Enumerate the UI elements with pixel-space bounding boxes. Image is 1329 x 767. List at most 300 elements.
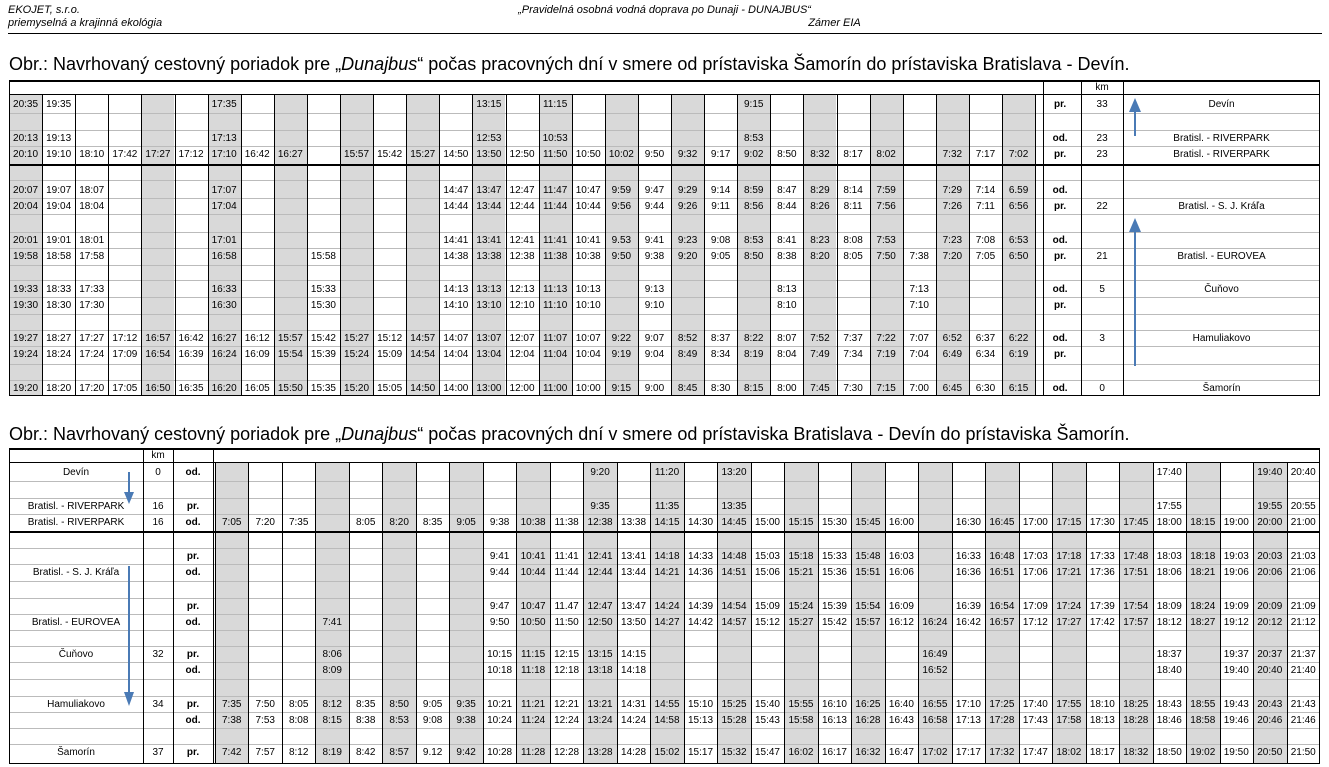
time-cell	[349, 548, 382, 564]
time-cell: 10:07	[575, 332, 601, 344]
time-cell: 12:04	[509, 348, 535, 360]
time-cell: 16:02	[788, 746, 814, 758]
time-cell: 7:30	[843, 382, 863, 394]
time-cell	[215, 614, 248, 630]
row-line	[9, 531, 1320, 533]
time-cell: 16:54	[989, 600, 1015, 612]
time-cell	[572, 130, 605, 146]
time-cell: 10:28	[487, 746, 513, 758]
time-cell: 6:45	[942, 382, 963, 394]
time-cell: 13:10	[476, 299, 502, 311]
time-cell: 15:55	[788, 698, 814, 710]
time-cell: 7:05	[975, 250, 996, 262]
time-cell	[307, 232, 340, 248]
time-cell	[751, 464, 784, 480]
time-cell: 18:17	[1089, 746, 1115, 758]
time-cell: 15:51	[855, 566, 881, 578]
table-row	[9, 198, 1320, 214]
time-cell: 6:49	[942, 348, 963, 360]
km-value: 0	[155, 466, 161, 478]
time-cell	[241, 248, 274, 264]
row-line	[9, 462, 1320, 463]
table1-title-em: Dunajbus	[341, 54, 418, 74]
time-cell	[638, 96, 671, 112]
time-cell: 9:11	[711, 200, 730, 212]
time-cell: 14:42	[688, 616, 714, 628]
time-cell	[704, 130, 737, 146]
time-cell: 9:50	[644, 148, 665, 160]
time-cell: 13:50	[621, 616, 647, 628]
time-cell: 9:50	[489, 616, 510, 628]
time-cell: 18:37	[1156, 648, 1182, 660]
time-cell	[241, 281, 274, 297]
time-cell	[449, 614, 482, 630]
time-cell: 14:54	[410, 348, 436, 360]
time-cell: 17:12	[1022, 616, 1048, 628]
time-cell	[241, 198, 274, 214]
time-cell: 21:37	[1290, 648, 1316, 660]
time-cell	[274, 281, 307, 297]
time-cell: 15:57	[277, 332, 303, 344]
time-cell: 20:55	[1290, 500, 1316, 512]
time-cell: 9:29	[677, 184, 698, 196]
stop-type: od.	[1052, 234, 1068, 246]
time-cell: 12:47	[509, 184, 535, 196]
time-cell	[837, 130, 870, 146]
time-cell: 10:10	[575, 299, 601, 311]
time-cell: 17:33	[79, 283, 105, 295]
time-cell: 18:09	[1156, 600, 1182, 612]
time-cell: 16:10	[821, 698, 847, 710]
time-cell: 8:47	[777, 184, 797, 196]
time-cell: 19:02	[1190, 746, 1216, 758]
time-cell: 9:08	[710, 234, 731, 246]
time-cell: 16:03	[888, 550, 914, 562]
time-cell: 14:48	[721, 550, 747, 562]
time-cell: 17:06	[1022, 566, 1048, 578]
time-cell	[315, 598, 348, 614]
time-cell	[1052, 464, 1085, 480]
time-cell	[803, 130, 836, 146]
time-cell: 8:44	[777, 200, 797, 212]
time-cell	[349, 564, 382, 580]
time-cell: 15:03	[754, 550, 780, 562]
time-cell	[936, 96, 969, 112]
time-cell	[1002, 281, 1035, 297]
time-cell: 17:02	[922, 746, 948, 758]
time-cell: 16:24	[211, 348, 237, 360]
time-cell	[406, 130, 439, 146]
time-cell: 14:55	[654, 698, 680, 710]
time-cell: 9:38	[456, 714, 476, 726]
time-cell	[108, 297, 141, 313]
time-cell	[952, 662, 985, 678]
time-cell: 13:21	[587, 698, 613, 710]
time-cell: 14:21	[654, 566, 680, 578]
time-cell	[282, 598, 315, 614]
time-cell	[175, 198, 208, 214]
time-cell: 11:13	[542, 283, 568, 295]
time-cell: 7:05	[222, 516, 242, 528]
time-cell	[406, 182, 439, 198]
table-row	[9, 330, 1320, 346]
stop-name	[1123, 346, 1320, 362]
time-cell: 17:09	[1022, 600, 1048, 612]
time-cell: 10:00	[575, 382, 601, 394]
time-cell: 14:07	[443, 332, 469, 344]
time-cell	[1119, 464, 1152, 480]
time-cell: 11:20	[654, 466, 680, 478]
km-value: 37	[152, 746, 164, 758]
time-cell: 7:56	[876, 200, 896, 212]
time-cell: 11:44	[542, 200, 568, 212]
time-cell: 7:02	[1008, 148, 1029, 160]
table2-title-em: Dunajbus	[341, 424, 418, 444]
time-cell: 21:50	[1290, 746, 1316, 758]
table-top-line	[9, 448, 1320, 450]
time-cell: 16:32	[855, 746, 881, 758]
time-cell: 15:57	[344, 148, 370, 160]
time-cell: 19:33	[13, 283, 39, 295]
time-cell	[952, 464, 985, 480]
time-cell	[282, 662, 315, 678]
time-cell	[340, 232, 373, 248]
time-cell: 17:27	[79, 332, 105, 344]
time-cell	[241, 96, 274, 112]
direction-arrow-icon	[121, 470, 137, 710]
time-cell: 17:54	[1123, 600, 1149, 612]
time-cell	[784, 646, 817, 662]
time-cell	[175, 248, 208, 264]
km-value: 33	[1096, 98, 1108, 110]
time-cell	[717, 646, 750, 662]
time-cell: 18:24	[46, 348, 72, 360]
time-cell: 8:05	[355, 516, 376, 528]
time-cell: 15:30	[821, 516, 847, 528]
time-cell: 8:32	[810, 148, 830, 160]
time-cell	[903, 182, 936, 198]
time-cell	[784, 498, 817, 514]
time-cell: 16:30	[955, 516, 981, 528]
table-row	[9, 564, 1320, 580]
time-cell: 6:22	[1008, 332, 1029, 344]
time-cell: 9:26	[677, 200, 698, 212]
time-cell: 8:26	[810, 200, 830, 212]
time-cell: 17:25	[989, 698, 1015, 710]
time-cell: 12:44	[509, 200, 535, 212]
time-cell	[837, 96, 870, 112]
time-cell	[241, 232, 274, 248]
time-cell	[851, 464, 884, 480]
time-cell: 10:44	[575, 200, 601, 212]
time-cell: 19:09	[1223, 600, 1249, 612]
time-cell: 15:32	[721, 746, 747, 758]
time-cell	[1186, 464, 1219, 480]
time-cell: 10:50	[520, 616, 546, 628]
stop-name	[1123, 182, 1320, 198]
time-cell	[605, 281, 638, 297]
time-cell: 8:10	[777, 299, 797, 311]
time-cell	[449, 662, 482, 678]
time-cell	[506, 96, 539, 112]
time-cell: 16:27	[277, 148, 303, 160]
time-cell: 14:51	[721, 566, 747, 578]
time-cell	[837, 297, 870, 313]
km-value	[143, 548, 173, 564]
time-cell: 16:50	[145, 382, 171, 394]
time-cell: 16:48	[989, 550, 1015, 562]
time-cell: 14:41	[443, 234, 469, 246]
time-cell: 6.59	[1008, 184, 1029, 196]
km-value	[143, 598, 173, 614]
time-cell: 7:29	[942, 184, 963, 196]
time-cell: 17:39	[1089, 600, 1115, 612]
time-cell: 16:47	[888, 746, 914, 758]
time-cell: 19:50	[1223, 746, 1249, 758]
time-cell	[985, 464, 1018, 480]
time-cell: 15:24	[788, 600, 814, 612]
time-cell: 8:11	[843, 200, 863, 212]
time-cell: 10:53	[542, 132, 568, 144]
time-cell	[1119, 498, 1152, 514]
row-line	[9, 679, 1320, 680]
time-cell: 9:44	[644, 200, 665, 212]
time-cell	[248, 614, 281, 630]
time-cell: 9:10	[644, 299, 665, 311]
time-cell	[108, 130, 141, 146]
time-cell: 18:25	[1123, 698, 1149, 710]
time-cell	[1086, 646, 1119, 662]
time-cell	[307, 198, 340, 214]
time-cell: 8:53	[744, 132, 764, 144]
time-cell: 7:14	[975, 184, 996, 196]
time-cell: 20:09	[1257, 600, 1283, 612]
time-cell	[274, 198, 307, 214]
time-cell: 14:04	[443, 348, 469, 360]
time-cell	[903, 146, 936, 162]
time-cell: 19:40	[1257, 466, 1283, 478]
time-cell: 20:10	[13, 148, 39, 160]
stop-type: od.	[1052, 283, 1068, 295]
time-cell	[274, 96, 307, 112]
table-row	[9, 744, 1320, 760]
time-cell: 18:46	[1156, 714, 1182, 726]
time-cell: 19:24	[13, 348, 39, 360]
time-cell	[751, 498, 784, 514]
time-cell	[282, 614, 315, 630]
time-cell: 8:09	[322, 664, 342, 676]
km-value	[1081, 182, 1123, 198]
time-cell: 10:44	[520, 566, 546, 578]
time-cell: 10:41	[575, 234, 601, 246]
time-cell: 13:24	[587, 714, 613, 726]
time-cell: 8:06	[322, 648, 342, 660]
time-cell: 7:15	[876, 382, 896, 394]
time-cell: 7:10	[909, 299, 929, 311]
km-value: 23	[1096, 148, 1108, 160]
time-cell: 19:37	[1223, 648, 1249, 660]
time-cell: 15:33	[310, 283, 336, 295]
time-cell	[918, 498, 951, 514]
time-cell: 8:45	[677, 382, 698, 394]
time-cell: 8:35	[422, 516, 443, 528]
time-cell: 16:05	[244, 382, 270, 394]
time-cell	[516, 498, 549, 514]
time-cell: 9:08	[422, 714, 443, 726]
time-cell: 17:20	[79, 382, 105, 394]
time-cell	[851, 662, 884, 678]
time-cell: 10:24	[487, 714, 513, 726]
time-cell: 21:12	[1290, 616, 1316, 628]
time-cell: 8:50	[777, 148, 797, 160]
time-cell: 11:04	[542, 348, 568, 360]
time-cell: 18:24	[1190, 600, 1216, 612]
time-cell: 17:13	[955, 714, 981, 726]
time-cell: 11:38	[542, 250, 568, 262]
time-cell	[282, 498, 315, 514]
time-cell: 16:55	[922, 698, 948, 710]
time-cell: 16:49	[922, 648, 948, 660]
time-cell	[340, 198, 373, 214]
time-cell: 14:50	[443, 148, 469, 160]
row-line	[9, 481, 1320, 482]
stop-type: od.	[1052, 332, 1068, 344]
time-cell: 10:15	[487, 648, 513, 660]
time-cell: 9:05	[710, 250, 731, 262]
time-cell	[550, 498, 583, 514]
time-cell	[717, 662, 750, 678]
time-cell	[340, 130, 373, 146]
km-value	[143, 662, 173, 678]
time-cell	[985, 646, 1018, 662]
time-cell: 6:37	[975, 332, 996, 344]
time-cell	[241, 297, 274, 313]
time-cell	[684, 646, 717, 662]
time-cell	[175, 182, 208, 198]
time-cell: 7:08	[975, 234, 996, 246]
time-cell	[349, 662, 382, 678]
time-cell: 9:38	[644, 250, 665, 262]
time-cell	[870, 297, 903, 313]
time-cell	[671, 297, 704, 313]
time-cell: 7:32	[942, 148, 963, 160]
time-cell: 7:45	[810, 382, 830, 394]
time-cell: 16:30	[211, 299, 237, 311]
time-cell	[449, 498, 482, 514]
time-cell: 17:55	[1156, 500, 1182, 512]
time-cell: 17:30	[1089, 516, 1115, 528]
time-cell: 10:47	[575, 184, 601, 196]
time-cell: 8:12	[322, 698, 342, 710]
time-cell: 21:03	[1290, 550, 1316, 562]
time-cell	[818, 646, 851, 662]
time-cell	[416, 464, 449, 480]
time-cell: 8:53	[389, 714, 409, 726]
time-cell: 15:45	[855, 516, 881, 528]
time-cell	[1220, 464, 1253, 480]
time-cell: 15:05	[377, 382, 403, 394]
time-cell: 21:09	[1290, 600, 1316, 612]
time-cell: 7:34	[843, 348, 863, 360]
time-cell	[650, 646, 683, 662]
time-cell: 7:38	[222, 714, 242, 726]
time-cell: 9:42	[456, 746, 476, 758]
time-cell	[803, 297, 836, 313]
time-cell: 7:53	[876, 234, 896, 246]
time-cell: 17:04	[211, 200, 237, 212]
time-cell	[684, 662, 717, 678]
time-cell: 14:36	[688, 566, 714, 578]
time-cell	[605, 96, 638, 112]
time-cell: 13:04	[476, 348, 502, 360]
time-cell: 19:46	[1223, 714, 1249, 726]
time-cell: 7:35	[222, 698, 242, 710]
time-cell	[282, 548, 315, 564]
time-cell	[803, 96, 836, 112]
time-cell	[449, 564, 482, 580]
time-cell	[1052, 662, 1085, 678]
time-cell	[605, 130, 638, 146]
table2-title-post: “ počas pracovných dní v smere od prístaviska Bratislava - Devín do prístaviska Šamorín.	[417, 424, 1130, 444]
time-cell: 9:05	[456, 516, 476, 528]
time-cell: 14:57	[721, 616, 747, 628]
time-cell: 9:44	[489, 566, 510, 578]
time-cell: 7:38	[909, 250, 929, 262]
km-value	[1081, 232, 1123, 248]
time-cell: 8:37	[710, 332, 731, 344]
time-cell: 21:06	[1290, 566, 1316, 578]
time-cell: 16:42	[178, 332, 204, 344]
time-cell	[936, 297, 969, 313]
time-cell: 20:50	[1257, 746, 1283, 758]
time-cell	[175, 281, 208, 297]
stop-name: Čuňovo	[58, 648, 94, 660]
time-cell: 8:57	[389, 746, 409, 758]
time-cell	[803, 281, 836, 297]
time-cell	[406, 232, 439, 248]
time-cell: 6:30	[975, 382, 996, 394]
time-cell: 17:43	[1022, 714, 1048, 726]
time-cell: 9:56	[611, 200, 632, 212]
stop-type: pr.	[1053, 250, 1067, 262]
time-cell: 17:40	[1022, 698, 1048, 710]
time-cell	[373, 198, 406, 214]
stop-type: od.	[1052, 132, 1068, 144]
time-cell: 15:39	[821, 600, 847, 612]
time-cell: 8:30	[710, 382, 731, 394]
time-cell: 7:23	[942, 234, 963, 246]
time-cell: 18:12	[1156, 616, 1182, 628]
stop-name: Šamorín	[1202, 382, 1241, 394]
time-cell	[248, 646, 281, 662]
time-cell: 17:21	[1056, 566, 1082, 578]
time-cell: 9:19	[611, 348, 632, 360]
time-cell: 17:24	[79, 348, 105, 360]
time-cell	[340, 96, 373, 112]
time-cell: 9:20	[590, 466, 610, 478]
time-cell: 15:13	[688, 714, 714, 726]
table-row	[9, 130, 1320, 146]
time-cell: 9:07	[644, 332, 665, 344]
time-cell: 16:13	[821, 714, 847, 726]
time-cell: 12:44	[587, 566, 613, 578]
time-cell: 14:15	[621, 648, 647, 660]
time-cell	[108, 248, 141, 264]
time-cell	[373, 96, 406, 112]
time-cell: 15:48	[855, 550, 881, 562]
time-cell: 15:17	[688, 746, 714, 758]
time-cell: 18:50	[1156, 746, 1182, 758]
